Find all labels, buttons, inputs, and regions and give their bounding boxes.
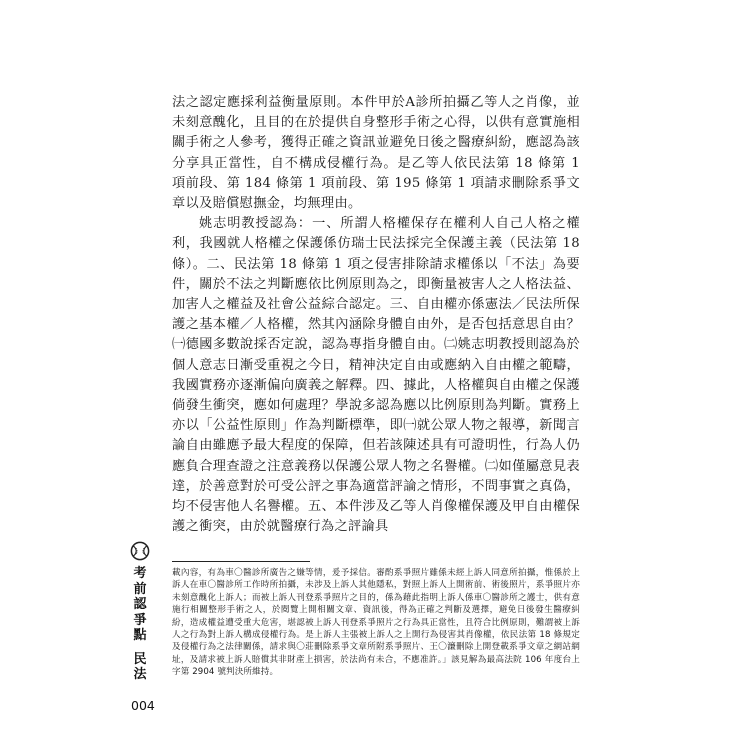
section-label-char: 爭 (133, 612, 147, 628)
body-paragraph: 法之認定應採利益衡量原則。本件甲於A診所拍攝乙等人之肖像，並未刻意醜化，且目的在於提供自身整形手術之心得，以供有意實施相關手術之人參考，獲得正確之資訊並避免日後之醫療糾紛，應認為該分享具正當性，自不構成侵權行為。是乙等人依民法第 18 條第 1 項前段、第 184 條第 1 項前段、第 195 條第 1 項請求刪除系爭文章以及賠償慰撫金，均無理由。 (172, 95, 580, 212)
body-paragraph: 姚志明教授認為：一、所謂人格權保存在權利人自己人格之權利，我國就人格權之保護係仿瑞士民法採完全保護主義（民法第 18 條）。二、民法第 18 條第 1 項之侵害排除請求權係以「不法」為要件，關於不法之判斷應依比例原則為之，即衡量被害人之人格法益、加害人之權益及社會公益綜合認定。三、自由權亦係憲法／民法所保護之基本權／人格權，然其內涵除身體自由外，是否包括意思自由？㈠德國多數說採否定說，認為專指身體自由。㈡姚志明教授則認為於個人意志日漸受重視之今日，精神決定自由或應納入自由權之範疇，我國實務亦逐漸偏向廣義之解釋。四、據此，人格權與自由權之保護倘發生衝突，應如何處理？學說多認為應以比例原則為判斷。實務上亦以「公益性原則」作為判斷標準，即㈠就公眾人物之報導，新聞言論自由雖應予最大程度的保障，但若該陳述具有可證明性，行為人仍應負合理查證之注意義務以保護公眾人物之名譽權。㈡如僅屬意見表達，於善意對於可受公評之事為適當評論之情形，不問事實之真偽，均不侵害他人名譽權。五、本件涉及乙等人肖像權保護及甲自由權保護之衝突，由於就醫療行為之評論具 (172, 216, 580, 535)
section-label-char: 認 (133, 597, 147, 612)
section-label-char: 前 (133, 581, 147, 597)
section-label-char: 法 (133, 667, 147, 682)
section-label-char: 考 (133, 566, 147, 581)
main-text (172, 93, 580, 537)
section-label (131, 566, 149, 683)
baseball-icon (130, 541, 150, 561)
footnote-divider (172, 561, 310, 562)
footnote-text: 載內容，有為車〇醫診所廣告之嫌等情，爰予採信。審酌系爭照片雖係未經上訴人同意所拍攝，惟係於上訴人在車〇醫診所工作時所拍攝，未涉及上訴人其他隱私，對照上訴人上開術前、術後照片，系爭照片亦未刻意醜化上訴人；而被上訴人刊登系爭照片之目的，係為藉此指明上訴人係車〇醫診所之護士，供有意施行相關整形手術之人，於閱覽上開相關文章、資訊後，得為正確之判斷及選擇，避免日後發生醫療糾紛，造成權益遭受重大危害，堪認被上訴人刊登系爭照片之行為具正當性，且符合比例原則，難謂被上訴人之行為對上訴人構成侵權行為。是上訴人主張被上訴人之上開行為侵害其肖像權，依民法第 18 條規定及侵權行為之法律關係，請求與〇莊刪除系爭文章所附系爭照片、王〇濂刪除上開登載系爭文章之網站網址，及請求被上訴人賠償其非財產上損害，於法尚有未合，不應准許。」該見解為最高法院 106 年度台上字第 2904 號判決所維持。 (172, 568, 580, 678)
page-number: 004 (131, 698, 155, 713)
section-label-char: 點 (133, 628, 147, 643)
section-label-char: 民 (133, 651, 147, 667)
